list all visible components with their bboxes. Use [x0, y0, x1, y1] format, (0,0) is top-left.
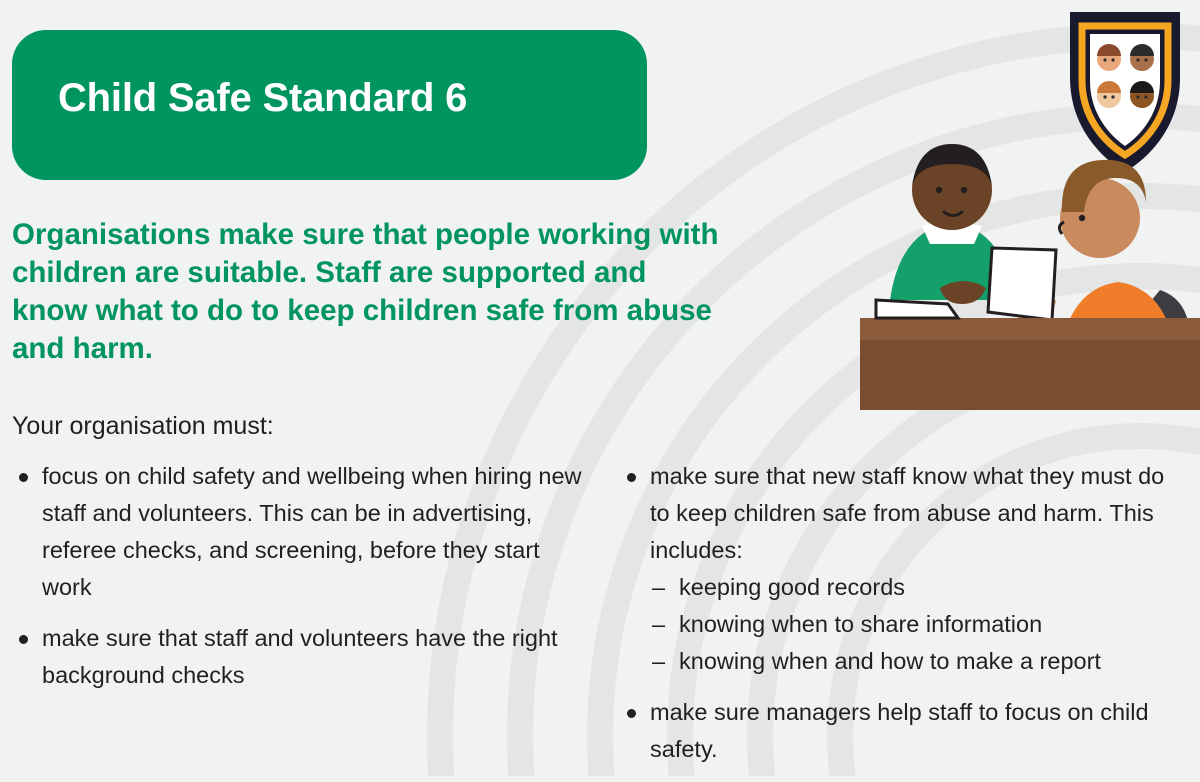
- bullet-list-left: [12, 458, 592, 694]
- illustration: [860, 0, 1200, 410]
- sub-list-item: [650, 643, 1190, 680]
- list-item: [12, 458, 592, 606]
- shield-icon: [1070, 12, 1180, 172]
- sub-list-item-text: knowing when and how to make a report: [679, 648, 1101, 674]
- title-banner: [12, 30, 647, 180]
- sub-list-item-text: keeping good records: [679, 574, 906, 600]
- list-item-text: make sure managers help staff to focus on child safety.: [650, 699, 1149, 762]
- requirements-column-right: [620, 458, 1190, 782]
- page-title: Child Safe Standard 6: [58, 76, 468, 120]
- list-item-text: make sure that new staff know what they must do to keep children safe from abuse and harm. This includes:: [650, 463, 1165, 563]
- requirements-column-left: [12, 458, 592, 708]
- list-item-text: focus on child safety and wellbeing when hiring new staff and volunteers. This can be in advertising, referee checks, and screening, before they start work: [42, 463, 582, 600]
- sub-bullet-list: [650, 569, 1190, 680]
- list-item: [620, 458, 1190, 680]
- bullet-list-right: [620, 458, 1190, 768]
- list-item: [12, 620, 592, 694]
- sub-list-item-text: knowing when to share information: [679, 611, 1043, 637]
- sub-list-item: [650, 569, 1190, 606]
- standard-statement: Organisations make sure that people working with children are suitable. Staff are supported and know what to do to keep children safe from abuse and harm.: [12, 218, 719, 365]
- desk-scene-illustration: [860, 144, 1200, 410]
- sub-list-item: [650, 606, 1190, 643]
- list-item: [620, 694, 1190, 768]
- requirements-lead-in: Your organisation must:: [12, 412, 274, 440]
- list-item-text: make sure that staff and volunteers have the right background checks: [42, 625, 558, 688]
